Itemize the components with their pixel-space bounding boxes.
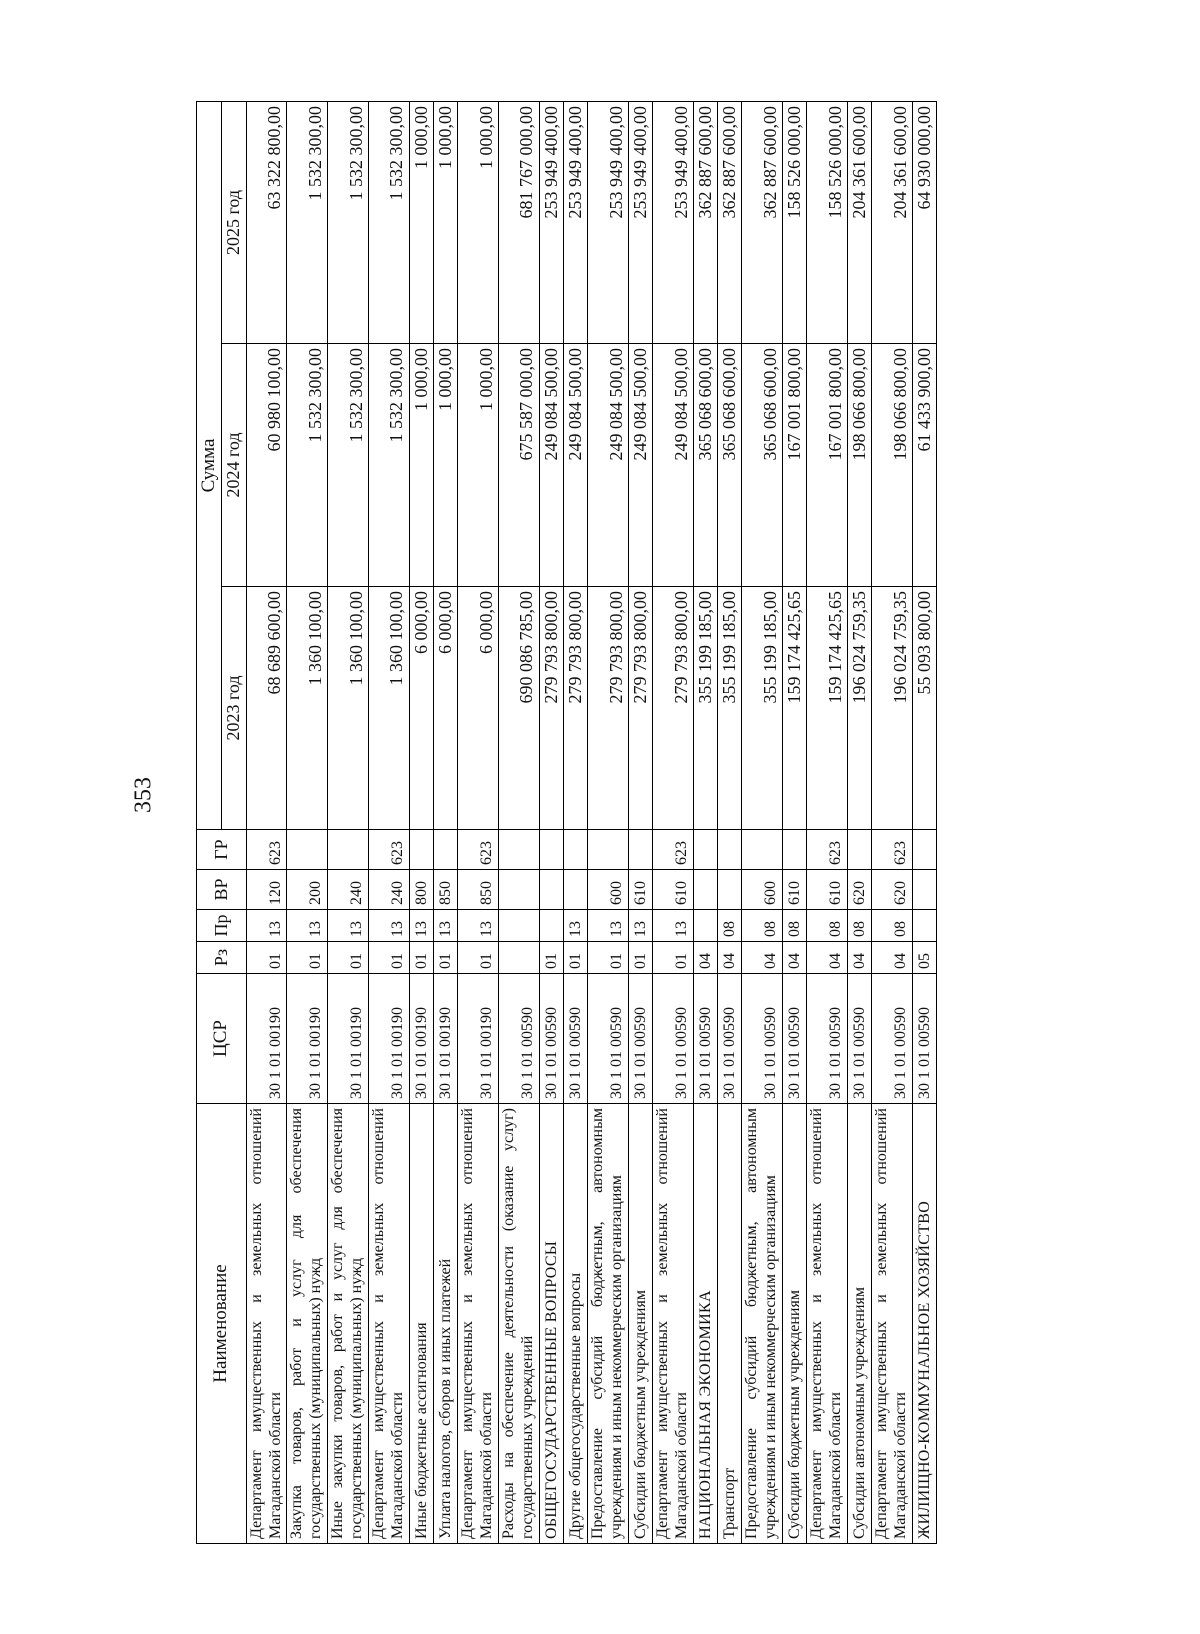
cell-vr: 610 bbox=[653, 870, 694, 910]
page-number: 353 bbox=[130, 777, 157, 813]
cell-sum-2023: 68 689 600,00 bbox=[246, 587, 287, 830]
cell-vr: 850 bbox=[433, 870, 457, 910]
header-sum: Сумма bbox=[197, 102, 222, 830]
cell-sum-2025: 253 949 400,00 bbox=[539, 102, 563, 344]
cell-csr: 30 1 01 00590 bbox=[807, 974, 848, 1104]
table-row bbox=[498, 102, 539, 1544]
cell-gr bbox=[783, 830, 807, 870]
cell-sum-2024: 249 084 500,00 bbox=[653, 344, 694, 587]
cell-sum-2025: 1 532 300,00 bbox=[368, 102, 409, 344]
header-rz: Рз bbox=[197, 942, 247, 974]
cell-sum-2023: 1 360 100,00 bbox=[368, 587, 409, 830]
cell-sum-2023: 55 093 800,00 bbox=[913, 587, 937, 830]
cell-gr bbox=[433, 830, 457, 870]
cell-gr bbox=[913, 830, 937, 870]
cell-pr bbox=[693, 910, 717, 942]
cell-gr bbox=[848, 830, 872, 870]
cell-sum-2023: 159 174 425,65 bbox=[807, 587, 848, 830]
cell-sum-2025: 362 887 600,00 bbox=[693, 102, 717, 344]
cell-csr: 30 1 01 00590 bbox=[718, 974, 742, 1104]
cell-pr: 08 bbox=[783, 910, 807, 942]
cell-sum-2024: 60 980 100,00 bbox=[246, 344, 287, 587]
table-row bbox=[539, 102, 563, 1544]
cell-name: Транспорт bbox=[718, 1104, 742, 1544]
cell-name: Департамент имущественных и земельных отношений Магаданской области bbox=[246, 1104, 287, 1544]
cell-pr: 13 bbox=[458, 910, 499, 942]
cell-csr: 30 1 01 00590 bbox=[693, 974, 717, 1104]
cell-gr: 623 bbox=[458, 830, 499, 870]
cell-sum-2023: 279 793 800,00 bbox=[628, 587, 652, 830]
table-row bbox=[848, 102, 872, 1544]
header-pr: Пр bbox=[197, 910, 247, 942]
cell-name: Расходы на обеспечение деятельности (оказание услуг) государственных учреждений bbox=[498, 1104, 539, 1544]
cell-vr: 610 bbox=[628, 870, 652, 910]
cell-rz: 01 bbox=[328, 942, 369, 974]
cell-name: Иные бюджетные ассигнования bbox=[409, 1104, 433, 1544]
cell-sum-2023: 279 793 800,00 bbox=[653, 587, 694, 830]
cell-sum-2024: 1 532 300,00 bbox=[368, 344, 409, 587]
cell-gr bbox=[287, 830, 328, 870]
rotated-table-wrapper bbox=[196, 102, 1106, 1544]
cell-sum-2025: 253 949 400,00 bbox=[628, 102, 652, 344]
cell-name: НАЦИОНАЛЬНАЯ ЭКОНОМИКА bbox=[693, 1104, 717, 1544]
cell-name: Уплата налогов, сборов и иных платежей bbox=[433, 1104, 457, 1544]
cell-csr: 30 1 01 00190 bbox=[433, 974, 457, 1104]
header-gr: ГР bbox=[197, 830, 247, 870]
cell-vr bbox=[498, 870, 539, 910]
cell-csr: 30 1 01 00190 bbox=[409, 974, 433, 1104]
cell-gr bbox=[409, 830, 433, 870]
cell-sum-2025: 63 322 800,00 bbox=[246, 102, 287, 344]
cell-rz: 04 bbox=[693, 942, 717, 974]
cell-csr: 30 1 01 00590 bbox=[588, 974, 629, 1104]
table-header bbox=[197, 102, 247, 1544]
cell-sum-2024: 1 532 300,00 bbox=[287, 344, 328, 587]
cell-pr bbox=[498, 910, 539, 942]
cell-sum-2023: 279 793 800,00 bbox=[563, 587, 587, 830]
cell-sum-2023: 196 024 759,35 bbox=[872, 587, 913, 830]
cell-sum-2025: 1 532 300,00 bbox=[328, 102, 369, 344]
cell-csr: 30 1 01 00590 bbox=[498, 974, 539, 1104]
table-row bbox=[807, 102, 848, 1544]
cell-gr bbox=[588, 830, 629, 870]
cell-pr: 13 bbox=[409, 910, 433, 942]
cell-sum-2024: 365 068 600,00 bbox=[693, 344, 717, 587]
cell-csr: 30 1 01 00190 bbox=[287, 974, 328, 1104]
cell-name: Департамент имущественных и земельных отношений Магаданской области bbox=[368, 1104, 409, 1544]
cell-vr: 620 bbox=[848, 870, 872, 910]
cell-sum-2025: 1 000,00 bbox=[409, 102, 433, 344]
cell-name: Иные закупки товаров, работ и услуг для обеспечения государственных (муниципальных) нужд bbox=[328, 1104, 369, 1544]
cell-gr: 623 bbox=[368, 830, 409, 870]
cell-vr: 120 bbox=[246, 870, 287, 910]
cell-vr: 200 bbox=[287, 870, 328, 910]
table-row bbox=[913, 102, 937, 1544]
cell-sum-2023: 159 174 425,65 bbox=[783, 587, 807, 830]
cell-sum-2024: 365 068 600,00 bbox=[718, 344, 742, 587]
cell-sum-2023: 1 360 100,00 bbox=[328, 587, 369, 830]
cell-csr: 30 1 01 00590 bbox=[628, 974, 652, 1104]
cell-sum-2025: 204 361 600,00 bbox=[848, 102, 872, 344]
cell-sum-2023: 279 793 800,00 bbox=[539, 587, 563, 830]
cell-sum-2023: 196 024 759,35 bbox=[848, 587, 872, 830]
cell-sum-2024: 249 084 500,00 bbox=[628, 344, 652, 587]
table-row bbox=[328, 102, 369, 1544]
cell-pr: 08 bbox=[848, 910, 872, 942]
cell-name: Субсидии бюджетным учреждениям bbox=[783, 1104, 807, 1544]
cell-gr bbox=[563, 830, 587, 870]
table-row bbox=[368, 102, 409, 1544]
cell-sum-2023: 6 000,00 bbox=[409, 587, 433, 830]
cell-csr: 30 1 01 00590 bbox=[872, 974, 913, 1104]
cell-vr: 620 bbox=[872, 870, 913, 910]
table-row bbox=[563, 102, 587, 1544]
cell-rz bbox=[498, 942, 539, 974]
cell-csr: 30 1 01 00590 bbox=[783, 974, 807, 1104]
cell-rz: 01 bbox=[628, 942, 652, 974]
cell-gr: 623 bbox=[653, 830, 694, 870]
table-row bbox=[433, 102, 457, 1544]
cell-sum-2025: 681 767 000,00 bbox=[498, 102, 539, 344]
cell-sum-2024: 249 084 500,00 bbox=[563, 344, 587, 587]
cell-pr: 13 bbox=[588, 910, 629, 942]
cell-csr: 30 1 01 00190 bbox=[328, 974, 369, 1104]
cell-sum-2023: 6 000,00 bbox=[433, 587, 457, 830]
cell-vr bbox=[539, 870, 563, 910]
table-row bbox=[783, 102, 807, 1544]
cell-vr: 610 bbox=[807, 870, 848, 910]
cell-rz: 01 bbox=[653, 942, 694, 974]
cell-vr: 850 bbox=[458, 870, 499, 910]
cell-sum-2024: 249 084 500,00 bbox=[539, 344, 563, 587]
cell-gr bbox=[328, 830, 369, 870]
cell-sum-2023: 1 360 100,00 bbox=[287, 587, 328, 830]
cell-csr: 30 1 01 00590 bbox=[563, 974, 587, 1104]
cell-csr: 30 1 01 00590 bbox=[913, 974, 937, 1104]
cell-pr: 13 bbox=[368, 910, 409, 942]
table-row bbox=[287, 102, 328, 1544]
cell-sum-2024: 365 068 600,00 bbox=[742, 344, 783, 587]
cell-rz: 04 bbox=[848, 942, 872, 974]
cell-name: Департамент имущественных и земельных отношений Магаданской области bbox=[807, 1104, 848, 1544]
cell-gr bbox=[742, 830, 783, 870]
cell-sum-2024: 1 000,00 bbox=[433, 344, 457, 587]
cell-rz: 01 bbox=[563, 942, 587, 974]
cell-rz: 05 bbox=[913, 942, 937, 974]
cell-sum-2025: 362 887 600,00 bbox=[742, 102, 783, 344]
cell-name: Субсидии автономным учреждениям bbox=[848, 1104, 872, 1544]
cell-sum-2025: 362 887 600,00 bbox=[718, 102, 742, 344]
cell-sum-2025: 1 532 300,00 bbox=[287, 102, 328, 344]
table-row bbox=[742, 102, 783, 1544]
cell-rz: 01 bbox=[246, 942, 287, 974]
cell-rz: 04 bbox=[742, 942, 783, 974]
cell-vr: 240 bbox=[368, 870, 409, 910]
cell-sum-2024: 61 433 900,00 bbox=[913, 344, 937, 587]
cell-pr: 13 bbox=[628, 910, 652, 942]
cell-pr: 13 bbox=[287, 910, 328, 942]
table-row bbox=[628, 102, 652, 1544]
table-row bbox=[458, 102, 499, 1544]
cell-pr: 08 bbox=[807, 910, 848, 942]
table-row bbox=[718, 102, 742, 1544]
cell-vr: 240 bbox=[328, 870, 369, 910]
cell-sum-2025: 64 930 000,00 bbox=[913, 102, 937, 344]
cell-sum-2024: 198 066 800,00 bbox=[872, 344, 913, 587]
cell-sum-2024: 167 001 800,00 bbox=[783, 344, 807, 587]
header-2025: 2025 год bbox=[222, 102, 246, 344]
cell-sum-2024: 249 084 500,00 bbox=[588, 344, 629, 587]
cell-sum-2025: 1 000,00 bbox=[433, 102, 457, 344]
cell-sum-2023: 355 199 185,00 bbox=[718, 587, 742, 830]
cell-vr: 600 bbox=[588, 870, 629, 910]
cell-pr: 13 bbox=[328, 910, 369, 942]
header-2024: 2024 год bbox=[222, 344, 246, 587]
cell-pr: 13 bbox=[563, 910, 587, 942]
cell-sum-2024: 1 000,00 bbox=[458, 344, 499, 587]
cell-pr: 13 bbox=[246, 910, 287, 942]
cell-rz: 01 bbox=[433, 942, 457, 974]
cell-sum-2025: 253 949 400,00 bbox=[653, 102, 694, 344]
cell-name: Субсидии бюджетным учреждениям bbox=[628, 1104, 652, 1544]
cell-name: Департамент имущественных и земельных отношений Магаданской области bbox=[458, 1104, 499, 1544]
cell-sum-2024: 198 066 800,00 bbox=[848, 344, 872, 587]
header-name: Наименование bbox=[197, 1104, 247, 1544]
cell-gr: 623 bbox=[807, 830, 848, 870]
cell-csr: 30 1 01 00590 bbox=[653, 974, 694, 1104]
cell-pr: 08 bbox=[718, 910, 742, 942]
cell-vr bbox=[913, 870, 937, 910]
header-vr: ВР bbox=[197, 870, 247, 910]
cell-rz: 01 bbox=[588, 942, 629, 974]
cell-name: ЖИЛИЩНО-КОММУНАЛЬНОЕ ХОЗЯЙСТВО bbox=[913, 1104, 937, 1544]
cell-pr: 13 bbox=[653, 910, 694, 942]
cell-gr bbox=[718, 830, 742, 870]
cell-pr: 08 bbox=[742, 910, 783, 942]
cell-rz: 01 bbox=[368, 942, 409, 974]
cell-csr: 30 1 01 00590 bbox=[539, 974, 563, 1104]
table-row bbox=[588, 102, 629, 1544]
cell-vr bbox=[563, 870, 587, 910]
cell-vr: 610 bbox=[783, 870, 807, 910]
cell-sum-2024: 675 587 000,00 bbox=[498, 344, 539, 587]
cell-sum-2025: 204 361 600,00 bbox=[872, 102, 913, 344]
table-row bbox=[872, 102, 913, 1544]
cell-sum-2025: 253 949 400,00 bbox=[563, 102, 587, 344]
header-csr: ЦСР bbox=[197, 974, 247, 1104]
cell-name: Предоставление субсидий бюджетным, автономным учреждениям и иным некоммерческим организациям bbox=[742, 1104, 783, 1544]
cell-gr bbox=[693, 830, 717, 870]
table-row bbox=[246, 102, 287, 1544]
cell-sum-2025: 253 949 400,00 bbox=[588, 102, 629, 344]
cell-rz: 04 bbox=[718, 942, 742, 974]
table-row bbox=[653, 102, 694, 1544]
cell-name: Другие общегосударственные вопросы bbox=[563, 1104, 587, 1544]
cell-pr bbox=[539, 910, 563, 942]
cell-csr: 30 1 01 00190 bbox=[246, 974, 287, 1104]
cell-gr bbox=[539, 830, 563, 870]
cell-rz: 01 bbox=[539, 942, 563, 974]
cell-gr bbox=[628, 830, 652, 870]
cell-name: ОБЩЕГОСУДАРСТВЕННЫЕ ВОПРОСЫ bbox=[539, 1104, 563, 1544]
cell-pr bbox=[913, 910, 937, 942]
cell-rz: 01 bbox=[287, 942, 328, 974]
cell-sum-2023: 355 199 185,00 bbox=[693, 587, 717, 830]
cell-csr: 30 1 01 00190 bbox=[368, 974, 409, 1104]
cell-sum-2025: 158 526 000,00 bbox=[807, 102, 848, 344]
cell-vr: 600 bbox=[742, 870, 783, 910]
header-2023: 2023 год bbox=[222, 587, 246, 830]
cell-rz: 01 bbox=[409, 942, 433, 974]
cell-gr: 623 bbox=[872, 830, 913, 870]
cell-name: Департамент имущественных и земельных отношений Магаданской области bbox=[653, 1104, 694, 1544]
cell-rz: 01 bbox=[458, 942, 499, 974]
cell-rz: 04 bbox=[807, 942, 848, 974]
cell-csr: 30 1 01 00590 bbox=[742, 974, 783, 1104]
cell-name: Предоставление субсидий бюджетным, автономным учреждениям и иным некоммерческим организациям bbox=[588, 1104, 629, 1544]
cell-sum-2023: 355 199 185,00 bbox=[742, 587, 783, 830]
cell-pr: 13 bbox=[433, 910, 457, 942]
cell-sum-2024: 1 000,00 bbox=[409, 344, 433, 587]
table-row bbox=[693, 102, 717, 1544]
cell-name: Департамент имущественных и земельных отношений Магаданской области bbox=[872, 1104, 913, 1544]
cell-rz: 04 bbox=[872, 942, 913, 974]
cell-sum-2025: 1 000,00 bbox=[458, 102, 499, 344]
cell-vr bbox=[693, 870, 717, 910]
cell-sum-2023: 690 086 785,00 bbox=[498, 587, 539, 830]
cell-sum-2024: 167 001 800,00 bbox=[807, 344, 848, 587]
table-body bbox=[246, 102, 937, 1544]
cell-sum-2025: 158 526 000,00 bbox=[783, 102, 807, 344]
cell-gr bbox=[498, 830, 539, 870]
cell-vr: 800 bbox=[409, 870, 433, 910]
cell-pr: 08 bbox=[872, 910, 913, 942]
cell-sum-2023: 6 000,00 bbox=[458, 587, 499, 830]
table-row bbox=[409, 102, 433, 1544]
cell-rz: 04 bbox=[783, 942, 807, 974]
budget-table bbox=[196, 101, 937, 1544]
cell-sum-2024: 1 532 300,00 bbox=[328, 344, 369, 587]
cell-name: Закупка товаров, работ и услуг для обеспечения государственных (муниципальных) нужд bbox=[287, 1104, 328, 1544]
cell-csr: 30 1 01 00590 bbox=[848, 974, 872, 1104]
cell-sum-2023: 279 793 800,00 bbox=[588, 587, 629, 830]
cell-vr bbox=[718, 870, 742, 910]
cell-csr: 30 1 01 00190 bbox=[458, 974, 499, 1104]
cell-gr: 623 bbox=[246, 830, 287, 870]
